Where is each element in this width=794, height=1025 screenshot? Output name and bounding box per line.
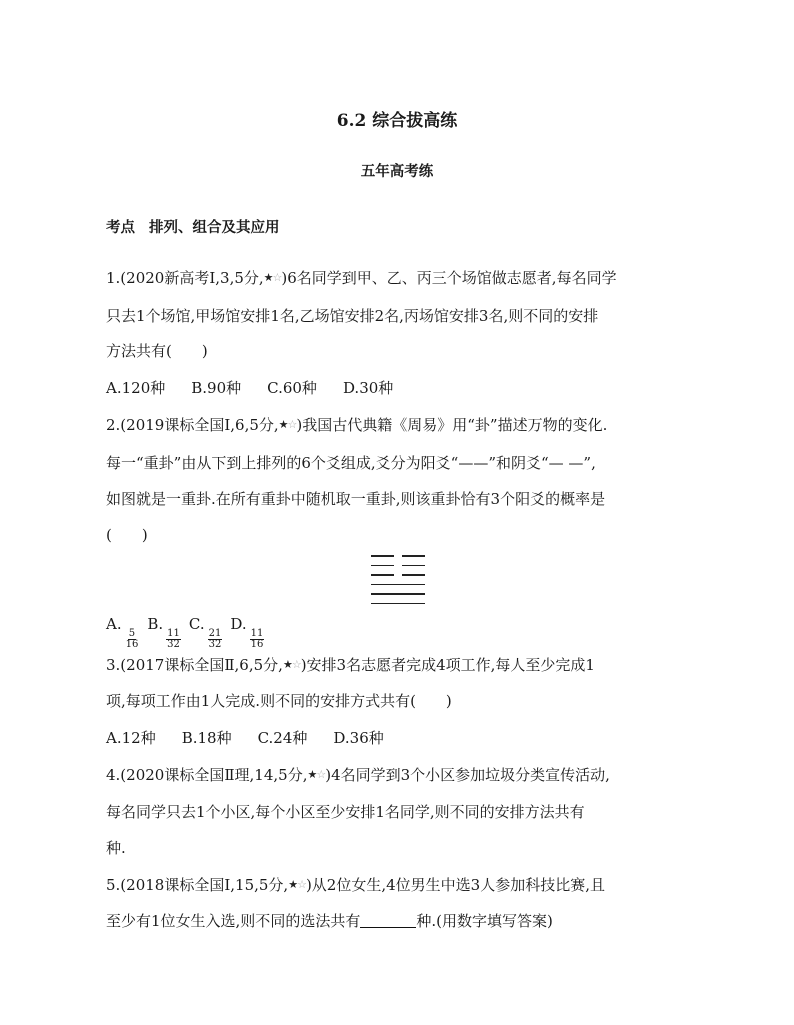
- option-c: C. $\frac{21}{32}$: [188, 615, 222, 650]
- option-c: C.60种: [267, 379, 317, 397]
- question-5-source: 5.(2018课标全国Ⅰ,15,5分,: [106, 876, 289, 894]
- yin-line-segment: [402, 565, 425, 567]
- yang-line: [371, 593, 425, 595]
- option-a: A.12种: [106, 729, 156, 747]
- question-2-line-3: 如图就是一重卦.在所有重卦中随机取一重卦,则该重卦恰有3个阳爻的概率是: [106, 490, 606, 508]
- difficulty-icon: ★☆: [263, 271, 282, 284]
- section-label: 考点: [106, 219, 135, 236]
- section-heading: [106, 216, 280, 237]
- option-d: D.30种: [342, 379, 394, 397]
- difficulty-icon: ★☆: [278, 418, 297, 431]
- question-1-line-3: 方法共有( ): [106, 342, 208, 360]
- question-5-text: )从2位女生,4位男生中选3人参加科技比赛,且: [305, 876, 605, 894]
- yin-line-segment: [371, 574, 394, 576]
- option-d: D. $\frac{11}{16}$: [230, 615, 264, 650]
- question-1-options: [106, 378, 419, 398]
- option-b: B.18种: [181, 729, 232, 747]
- question-4-line-3: 种.: [106, 839, 126, 857]
- question-3-source: 3.(2017课标全国Ⅱ,6,5分,: [106, 656, 283, 674]
- option-c: C.24种: [257, 729, 308, 747]
- option-a: A. $\frac{5}{16}$: [106, 615, 139, 650]
- question-2-line-4: ( ): [106, 526, 148, 544]
- question-3-line-2: 项,每项工作由1人完成.则不同的安排方式共有( ): [106, 692, 452, 710]
- yang-line: [371, 603, 425, 605]
- option-a: A.120种: [106, 379, 166, 397]
- question-4-source: 4.(2020课标全国Ⅱ理,14,5分,: [106, 766, 308, 784]
- yin-line-segment: [371, 565, 394, 567]
- option-b: B.90种: [191, 379, 242, 397]
- question-1-text: )6名同学到甲、乙、丙三个场馆做志愿者,每名同学: [281, 269, 617, 287]
- fraction: $\frac{5}{16}$: [125, 628, 139, 650]
- difficulty-icon: ★☆: [307, 768, 326, 781]
- question-5-text-end: 种.(用数字填写答案): [416, 912, 553, 930]
- question-3-text: )安排3名志愿者完成4项工作,每人至少完成1: [300, 656, 595, 674]
- question-5-text: 至少有1位女生入选,则不同的选法共有: [106, 912, 361, 930]
- question-1-source: 1.(2020新高考Ⅰ,3,5分,: [106, 269, 264, 287]
- yang-line: [371, 584, 425, 586]
- question-5-line-1: [106, 875, 605, 895]
- question-1-line-2: 只去1个场馆,甲场馆安排1名,乙场馆安排2名,丙场馆安排3名,则不同的安排: [106, 307, 599, 325]
- question-3-options: [106, 728, 410, 748]
- difficulty-icon: ★☆: [282, 658, 301, 671]
- question-2-line-1: [106, 415, 607, 435]
- question-2-text: )我国古代典籍《周易》用“卦”描述万物的变化.: [296, 416, 608, 434]
- question-2-source: 2.(2019课标全国Ⅰ,6,5分,: [106, 416, 279, 434]
- difficulty-icon: ★☆: [288, 878, 306, 891]
- option-b: B. $\frac{11}{32}$: [147, 615, 180, 650]
- answer-blank[interactable]: [360, 913, 416, 928]
- option-d: D.36种: [333, 729, 384, 747]
- fraction: $\frac{11}{32}$: [167, 628, 180, 650]
- section-topic: 排列、组合及其应用: [149, 219, 280, 236]
- question-4-line-1: [106, 765, 610, 785]
- yin-line-segment: [402, 555, 425, 557]
- fraction: $\frac{11}{16}$: [250, 628, 264, 650]
- hexagram-figure: [371, 554, 425, 606]
- page-subtitle: 五年高考练: [360, 163, 434, 180]
- question-5-line-2: [106, 911, 553, 931]
- question-4-text: )4名同学到3个小区参加垃圾分类宣传活动,: [325, 766, 610, 784]
- yin-line-segment: [371, 555, 394, 557]
- question-3-line-1: [106, 655, 595, 675]
- fraction: $\frac{21}{32}$: [208, 628, 222, 650]
- question-2-line-2: 每一“重卦”由从下到上排列的6个爻组成,爻分为阳爻“——”和阴爻“— —”,: [106, 454, 596, 472]
- question-2-options: [106, 614, 272, 650]
- page-title: 6.2 综合拔高练: [336, 111, 458, 131]
- yin-line-segment: [402, 574, 425, 576]
- question-1-line-1: [106, 268, 617, 288]
- question-4-line-2: 每名同学只去1个小区,每个小区至少安排1名同学,则不同的安排方法共有: [106, 803, 585, 821]
